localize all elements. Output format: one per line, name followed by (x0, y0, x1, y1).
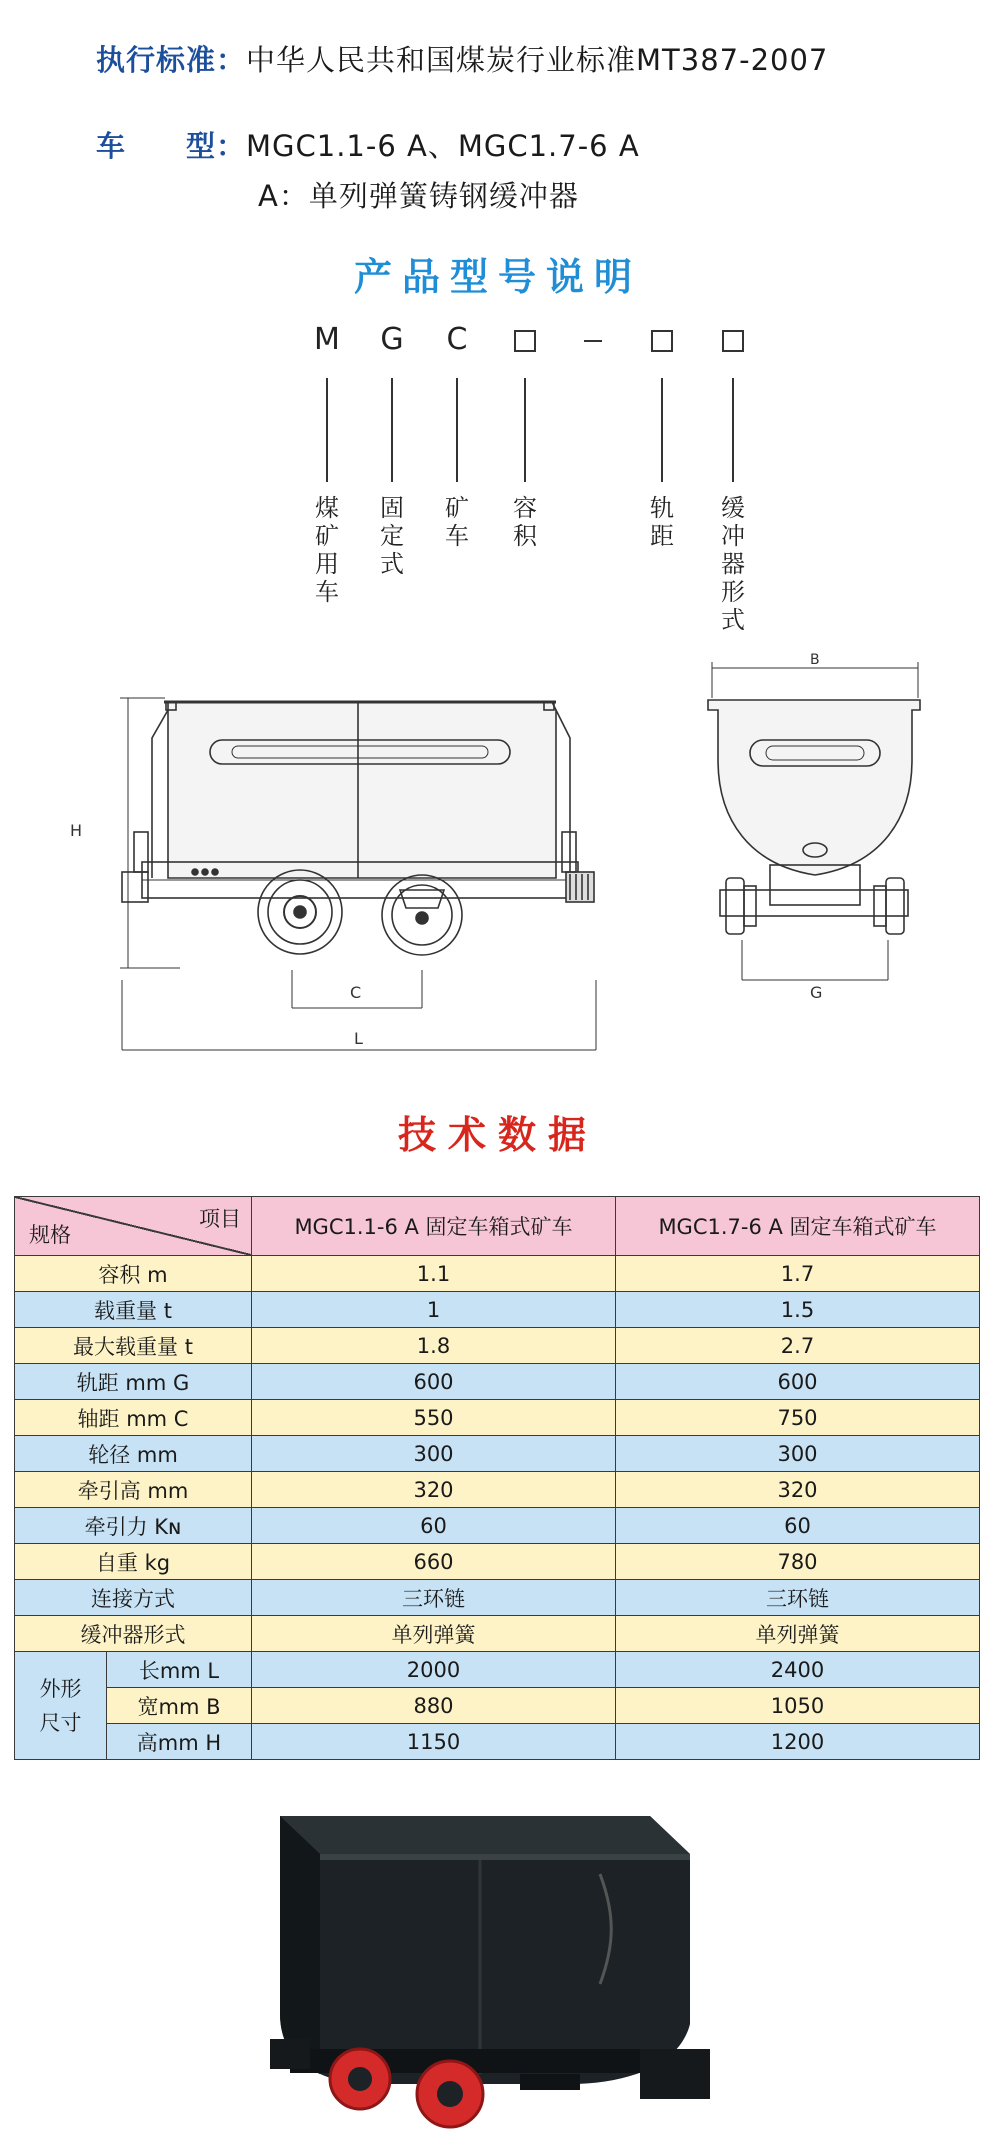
code-desc-g: 固定式 (380, 494, 404, 578)
code-desc-buffer: 缓冲器形式 (721, 494, 745, 634)
row-label: 载重量 t (15, 1292, 252, 1328)
row-value: 880 (252, 1688, 616, 1724)
row-label: 缓冲器形式 (15, 1616, 252, 1652)
mine-car-drawings (0, 650, 996, 1070)
code-stem-g (391, 378, 393, 482)
code-box-buffer (722, 330, 744, 352)
row-value: 320 (252, 1472, 616, 1508)
buffer-note: A：单列弹簧铸钢缓冲器 (258, 179, 579, 213)
code-char-g: G (380, 322, 404, 357)
model-line (96, 124, 640, 165)
row-label: 自重 kg (15, 1544, 252, 1580)
row-label: 轴距 mm C (15, 1400, 252, 1436)
code-stem-c (456, 378, 458, 482)
row-value: 单列弹簧 (252, 1616, 616, 1652)
row-value: 600 (252, 1364, 616, 1400)
end-view-drawing (708, 662, 920, 980)
mine-car-photo (270, 1794, 730, 2134)
model-label: 车 型： (96, 129, 247, 163)
row-value: 1 (252, 1292, 616, 1328)
table-row (15, 1400, 980, 1436)
dims-group-label: 外形尺寸 (15, 1652, 107, 1760)
row-value: 300 (252, 1436, 616, 1472)
row-value: 60 (252, 1508, 616, 1544)
table-row (15, 1364, 980, 1400)
row-value: 2.7 (616, 1328, 980, 1364)
model-explanation-title: 产品型号说明 (353, 255, 642, 299)
table-header-row (15, 1197, 980, 1256)
row-value: 1.5 (616, 1292, 980, 1328)
row-value: 320 (616, 1472, 980, 1508)
row-value: 1150 (252, 1724, 616, 1760)
header-col1: MGC1.1-6 A 固定车箱式矿车 (252, 1197, 616, 1256)
standard-line (96, 38, 828, 79)
row-label: 容积 m (15, 1256, 252, 1292)
row-value: 2400 (616, 1652, 980, 1688)
table-row (15, 1580, 980, 1616)
row-value: 550 (252, 1400, 616, 1436)
row-label: 轮径 mm (15, 1436, 252, 1472)
table-row (15, 1652, 980, 1688)
code-box-volume (514, 330, 536, 352)
dimension-label-length: L (354, 1029, 363, 1048)
dimension-label-height: H (70, 821, 83, 840)
header-col2: MGC1.7-6 A 固定车箱式矿车 (616, 1197, 980, 1256)
table-row (15, 1616, 980, 1652)
row-value: 780 (616, 1544, 980, 1580)
table-row (15, 1724, 980, 1760)
row-value: 三环链 (616, 1580, 980, 1616)
code-stem-volume (524, 378, 526, 482)
row-value: 660 (252, 1544, 616, 1580)
code-desc-gauge: 轨距 (650, 494, 674, 550)
header-item: 项目 (199, 1207, 241, 1231)
row-label: 牵引力 Kɴ (15, 1508, 252, 1544)
model-value: MGC1.1-6 A、MGC1.7-6 A (246, 129, 640, 163)
code-desc-m: 煤矿用车 (315, 494, 339, 606)
code-dash (584, 340, 602, 342)
table-row (15, 1292, 980, 1328)
row-label: 宽mm B (107, 1688, 252, 1724)
row-value: 1.1 (252, 1256, 616, 1292)
header-spec: 规格 (29, 1223, 71, 1247)
table-row (15, 1544, 980, 1580)
row-value: 60 (616, 1508, 980, 1544)
table-row (15, 1436, 980, 1472)
code-stem-gauge (661, 378, 663, 482)
row-value: 三环链 (252, 1580, 616, 1616)
row-value: 1.8 (252, 1328, 616, 1364)
row-value: 750 (616, 1400, 980, 1436)
tech-data-title: 技术数据 (397, 1113, 598, 1157)
row-label: 连接方式 (15, 1580, 252, 1616)
code-char-m: M (314, 322, 340, 357)
code-stem-m (326, 378, 328, 482)
code-char-c: C (446, 322, 468, 357)
header-corner-cell (15, 1197, 252, 1256)
spec-table (14, 1196, 980, 1760)
code-desc-volume: 容积 (513, 494, 537, 550)
table-row (15, 1256, 980, 1292)
wheel-front (330, 2049, 390, 2109)
row-value: 300 (616, 1436, 980, 1472)
code-desc-c: 矿车 (445, 494, 469, 550)
row-value: 600 (616, 1364, 980, 1400)
code-stem-buffer (732, 378, 734, 482)
row-value: 1.7 (616, 1256, 980, 1292)
table-row (15, 1472, 980, 1508)
row-value: 1200 (616, 1724, 980, 1760)
row-label: 牵引高 mm (15, 1472, 252, 1508)
standard-label: 执行标准： (96, 43, 247, 77)
dimension-label-gauge: G (810, 983, 823, 1002)
row-value: 1050 (616, 1688, 980, 1724)
dimension-label-width: B (810, 652, 820, 668)
row-value: 2000 (252, 1652, 616, 1688)
table-row (15, 1508, 980, 1544)
dimension-label-axle: C (350, 983, 362, 1002)
standard-value: 中华人民共和国煤炭行业标准MT387-2007 (246, 43, 829, 77)
table-row (15, 1688, 980, 1724)
code-box-gauge (651, 330, 673, 352)
row-label: 高mm H (107, 1724, 252, 1760)
table-row (15, 1328, 980, 1364)
row-value: 单列弹簧 (616, 1616, 980, 1652)
row-label: 最大载重量 t (15, 1328, 252, 1364)
row-label: 轨距 mm G (15, 1364, 252, 1400)
wheel-rear (417, 2061, 483, 2127)
row-label: 长mm L (107, 1652, 252, 1688)
